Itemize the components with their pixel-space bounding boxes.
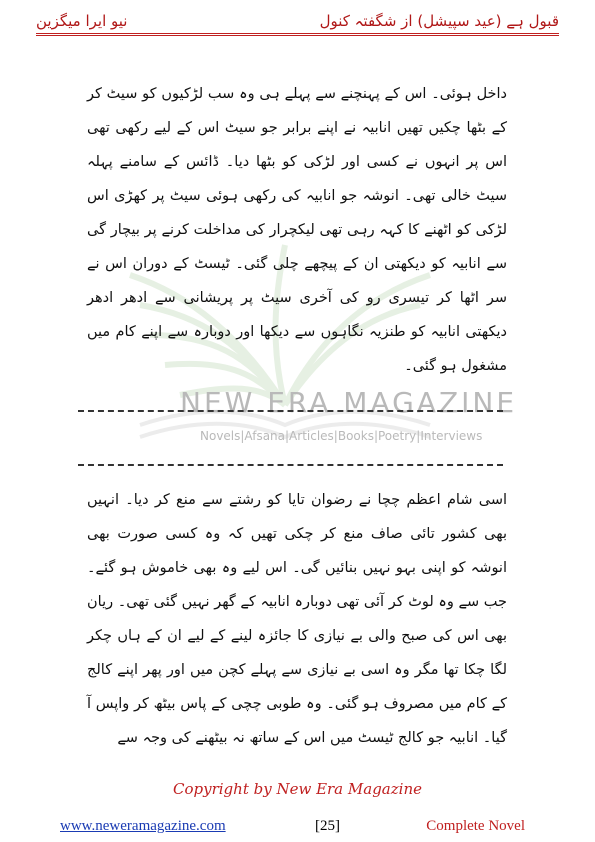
episode-title: قبول ہے (عید سپیشل) از شگفتہ کنول — [319, 12, 559, 30]
body-paragraph-2: اسی شام اعظم چچا نے رضوان تایا کو رشتے سے منع کر دیا۔ انہیں بھی کشور تائی صاف منع کر چکی تھیں کہ وہ کسی صورت بھی انوشہ کو اپنی بہو نہیں بنائیں گی۔ اس لیے وہ بھی خاموش ہو گئے۔ جب سے وہ لوٹ کر آئی تھی دوبارہ انابیہ کے گھر نہیں گئی تھی۔ ریان بھی اس کی صبح والی بے نیازی کا جائزہ لینے کے لیے ان کے ہاں چکر لگا چکا تھا مگر وہ اسی بے نیازی سے پہلے کچن میں اور پھر اپنے کالج کے کام میں مصروف ہو گئی۔ وہ طوبی چچی کے پاس بیٹھ کر واپس آ گیا۔ انابیہ جو کالج ٹیسٹ میں اس کے ساتھ نہ بیٹھنے کی وجہ سے — [87, 492, 507, 746]
body-paragraph-1: داخل ہوئی۔ اس کے پہنچنے سے پہلے ہی وہ سب لڑکیوں کو سیٹ کر کے بٹھا چکیں تھیں انابیہ نے اپنے برابر جو سیٹ اس کے لیے رکھی تھی اس پر انہوں نے کسی اور لڑکی کو بٹھا دیا۔ ڈائس کے سامنے پہلہ سیٹ خالی تھی۔ انوشہ جو انابیہ کی رکھی ہوئی سیٹ پر کھڑی اس لڑکی کو اٹھنے کا کہہ رہی تھی لیکچرار کی مداخلت کرنے پر بیچار گی سے انابیہ کو دیکھتی ان کے پیچھے چلی گئی۔ ٹیسٹ کے دوران اس نے سر اٹھا کر تیسری رو کی آخری سیٹ پر پریشانی سے ادھر ادھر دیکھتی انابیہ کو طنزیہ نگاہوں سے دیکھا اور دوبارہ سے اپنے کام میں مشغول ہو گئی۔ — [87, 86, 507, 374]
watermark-title: NEW ERA MAGAZINE — [180, 386, 518, 419]
website-link[interactable]: www.neweramagazine.com — [60, 818, 226, 834]
page-footer — [60, 818, 525, 838]
copyright-notice: Copyright by New Era Magazine — [173, 780, 422, 798]
section-divider-bottom — [78, 464, 503, 466]
section-divider-top — [78, 410, 503, 412]
page-number: [25] — [315, 818, 340, 834]
magazine-name: نیو ایرا میگزین — [36, 12, 128, 30]
footer-label: Complete Novel — [426, 818, 525, 834]
header-divider — [36, 33, 559, 36]
watermark-subtitle: Novels|Afsana|Articles|Books|Poetry|Interviews — [200, 429, 483, 443]
